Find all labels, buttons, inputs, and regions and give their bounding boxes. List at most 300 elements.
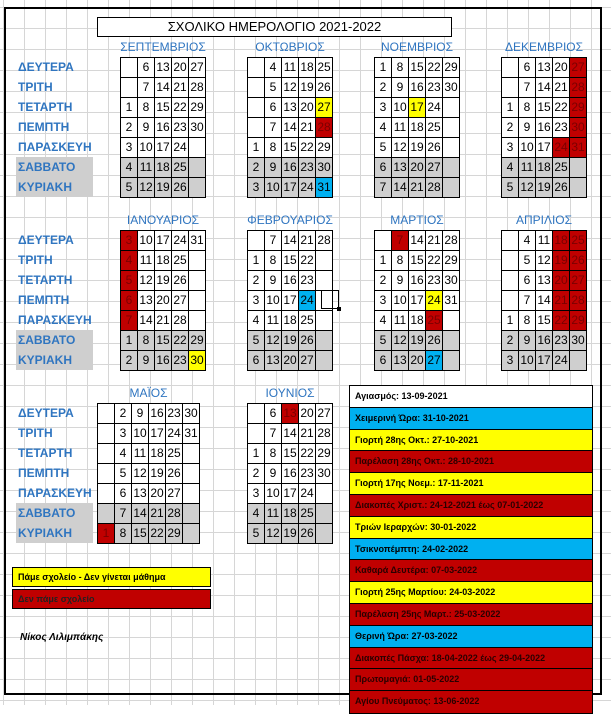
day-cell[interactable]: 15 — [282, 251, 299, 271]
day-cell[interactable] — [316, 331, 333, 351]
day-cell[interactable]: 28 — [316, 424, 333, 444]
day-cell[interactable]: 19 — [553, 251, 570, 271]
day-cell[interactable]: 6 — [375, 351, 392, 371]
day-cell[interactable]: 8 — [115, 524, 132, 544]
day-cell[interactable]: 27 — [189, 58, 206, 78]
day-cell[interactable]: 10 — [132, 424, 149, 444]
day-cell[interactable]: 15 — [282, 444, 299, 464]
day-cell[interactable]: 30 — [570, 118, 587, 138]
day-cell[interactable]: 28 — [189, 78, 206, 98]
day-cell[interactable]: 18 — [282, 504, 299, 524]
day-cell[interactable]: 27 — [166, 484, 183, 504]
day-cell[interactable]: 18 — [155, 158, 172, 178]
day-cell[interactable]: 10 — [519, 351, 536, 371]
day-cell[interactable]: 31 — [570, 138, 587, 158]
day-cell[interactable]: 17 — [282, 178, 299, 198]
day-cell[interactable]: 9 — [519, 331, 536, 351]
day-cell[interactable] — [570, 351, 587, 371]
day-cell[interactable]: 17 — [409, 291, 426, 311]
day-cell[interactable]: 20 — [553, 58, 570, 78]
day-cell[interactable] — [443, 98, 460, 118]
day-cell[interactable] — [570, 178, 587, 198]
day-cell[interactable]: 7 — [265, 231, 282, 251]
day-cell[interactable]: 8 — [392, 58, 409, 78]
day-cell[interactable]: 25 — [570, 231, 587, 251]
day-cell[interactable]: 28 — [570, 291, 587, 311]
day-cell[interactable] — [316, 524, 333, 544]
day-cell[interactable]: 16 — [282, 464, 299, 484]
day-cell[interactable]: 29 — [316, 138, 333, 158]
day-cell[interactable] — [248, 404, 265, 424]
day-cell[interactable]: 22 — [299, 138, 316, 158]
day-cell[interactable]: 2 — [502, 118, 519, 138]
day-cell[interactable]: 5 — [115, 464, 132, 484]
day-cell[interactable] — [443, 311, 460, 331]
day-cell[interactable]: 13 — [282, 98, 299, 118]
day-cell[interactable]: 1 — [121, 331, 138, 351]
day-cell[interactable]: 21 — [155, 311, 172, 331]
day-cell[interactable]: 10 — [138, 138, 155, 158]
day-cell[interactable]: 11 — [265, 504, 282, 524]
day-cell[interactable] — [443, 351, 460, 371]
day-cell[interactable] — [98, 444, 115, 464]
day-cell[interactable]: 29 — [189, 331, 206, 351]
day-cell[interactable]: 27 — [299, 351, 316, 371]
day-cell[interactable]: 9 — [138, 351, 155, 371]
day-cell[interactable]: 9 — [265, 464, 282, 484]
day-cell[interactable]: 21 — [426, 231, 443, 251]
day-cell[interactable]: 21 — [299, 231, 316, 251]
day-cell[interactable]: 26 — [316, 78, 333, 98]
day-cell[interactable]: 27 — [426, 351, 443, 371]
day-cell[interactable]: 5 — [248, 524, 265, 544]
day-cell[interactable]: 9 — [265, 158, 282, 178]
day-cell[interactable]: 10 — [138, 231, 155, 251]
day-cell[interactable]: 24 — [172, 231, 189, 251]
day-cell[interactable]: 6 — [248, 351, 265, 371]
day-cell[interactable] — [443, 178, 460, 198]
day-cell[interactable]: 26 — [299, 331, 316, 351]
day-cell[interactable]: 7 — [121, 311, 138, 331]
day-cell[interactable]: 23 — [426, 271, 443, 291]
day-cell[interactable]: 4 — [115, 444, 132, 464]
day-cell[interactable] — [443, 331, 460, 351]
day-cell[interactable]: 23 — [553, 118, 570, 138]
day-cell[interactable]: 17 — [155, 138, 172, 158]
day-cell[interactable]: 4 — [375, 118, 392, 138]
day-cell[interactable] — [121, 58, 138, 78]
day-cell[interactable]: 22 — [553, 98, 570, 118]
day-cell[interactable]: 6 — [265, 404, 282, 424]
day-cell[interactable]: 20 — [409, 158, 426, 178]
day-cell[interactable]: 7 — [519, 78, 536, 98]
day-cell[interactable]: 12 — [138, 271, 155, 291]
day-cell[interactable]: 14 — [155, 78, 172, 98]
day-cell[interactable]: 23 — [553, 331, 570, 351]
day-cell[interactable] — [502, 271, 519, 291]
day-cell[interactable] — [248, 118, 265, 138]
day-cell[interactable] — [570, 158, 587, 178]
day-cell[interactable] — [443, 138, 460, 158]
day-cell[interactable]: 1 — [248, 444, 265, 464]
day-cell[interactable]: 5 — [375, 138, 392, 158]
day-cell[interactable] — [98, 404, 115, 424]
day-cell[interactable]: 15 — [536, 98, 553, 118]
day-cell[interactable]: 27 — [172, 291, 189, 311]
day-cell[interactable]: 22 — [172, 331, 189, 351]
day-cell[interactable]: 22 — [172, 98, 189, 118]
day-cell[interactable]: 6 — [375, 158, 392, 178]
day-cell[interactable]: 10 — [265, 178, 282, 198]
day-cell[interactable]: 26 — [166, 464, 183, 484]
day-cell[interactable] — [183, 524, 200, 544]
day-cell[interactable]: 28 — [166, 504, 183, 524]
day-cell[interactable]: 3 — [121, 138, 138, 158]
day-cell[interactable]: 24 — [426, 291, 443, 311]
day-cell[interactable]: 21 — [172, 78, 189, 98]
day-cell[interactable]: 23 — [299, 464, 316, 484]
day-cell[interactable]: 29 — [443, 58, 460, 78]
day-cell[interactable]: 30 — [183, 404, 200, 424]
day-cell[interactable]: 22 — [299, 251, 316, 271]
day-cell[interactable] — [443, 118, 460, 138]
day-cell[interactable]: 23 — [172, 118, 189, 138]
day-cell[interactable]: 4 — [375, 311, 392, 331]
day-cell[interactable]: 3 — [375, 98, 392, 118]
day-cell[interactable]: 27 — [570, 271, 587, 291]
day-cell[interactable]: 3 — [248, 291, 265, 311]
day-cell[interactable]: 2 — [248, 158, 265, 178]
day-cell[interactable]: 3 — [121, 231, 138, 251]
day-cell[interactable]: 2 — [121, 118, 138, 138]
day-cell[interactable]: 17 — [155, 231, 172, 251]
day-cell[interactable]: 15 — [155, 331, 172, 351]
day-cell[interactable]: 19 — [282, 331, 299, 351]
day-cell[interactable] — [375, 231, 392, 251]
day-cell[interactable]: 16 — [409, 78, 426, 98]
day-cell[interactable]: 11 — [392, 118, 409, 138]
day-cell[interactable] — [183, 484, 200, 504]
day-cell[interactable]: 24 — [166, 424, 183, 444]
day-cell[interactable]: 23 — [299, 158, 316, 178]
day-cell[interactable]: 9 — [265, 271, 282, 291]
day-cell[interactable]: 15 — [155, 98, 172, 118]
day-cell[interactable]: 28 — [316, 118, 333, 138]
day-cell[interactable]: 31 — [316, 178, 333, 198]
day-cell[interactable] — [316, 311, 333, 331]
day-cell[interactable]: 26 — [426, 138, 443, 158]
day-cell[interactable]: 28 — [316, 231, 333, 251]
day-cell[interactable] — [98, 424, 115, 444]
day-cell[interactable] — [189, 138, 206, 158]
day-cell[interactable]: 11 — [132, 444, 149, 464]
day-cell[interactable]: 15 — [282, 138, 299, 158]
day-cell[interactable]: 8 — [265, 444, 282, 464]
day-cell[interactable]: 5 — [265, 78, 282, 98]
day-cell[interactable]: 8 — [265, 251, 282, 271]
day-cell[interactable]: 21 — [149, 504, 166, 524]
day-cell[interactable]: 22 — [299, 444, 316, 464]
day-cell[interactable]: 10 — [392, 98, 409, 118]
day-cell[interactable]: 7 — [265, 118, 282, 138]
day-cell[interactable]: 19 — [282, 524, 299, 544]
day-cell[interactable]: 25 — [316, 58, 333, 78]
day-cell[interactable]: 6 — [519, 271, 536, 291]
day-cell[interactable] — [248, 98, 265, 118]
day-cell[interactable]: 2 — [115, 404, 132, 424]
day-cell[interactable]: 4 — [248, 311, 265, 331]
day-cell[interactable]: 20 — [172, 58, 189, 78]
day-cell[interactable]: 12 — [265, 524, 282, 544]
day-cell[interactable]: 20 — [299, 404, 316, 424]
day-cell[interactable]: 7 — [138, 78, 155, 98]
day-cell[interactable]: 16 — [155, 351, 172, 371]
day-cell[interactable]: 1 — [375, 251, 392, 271]
day-cell[interactable]: 13 — [536, 58, 553, 78]
day-cell[interactable]: 12 — [132, 464, 149, 484]
day-cell[interactable]: 21 — [553, 291, 570, 311]
day-cell[interactable]: 3 — [502, 351, 519, 371]
day-cell[interactable]: 9 — [138, 118, 155, 138]
day-cell[interactable]: 2 — [375, 271, 392, 291]
day-cell[interactable]: 15 — [132, 524, 149, 544]
day-cell[interactable]: 19 — [409, 331, 426, 351]
day-cell[interactable] — [248, 231, 265, 251]
day-cell[interactable]: 21 — [299, 424, 316, 444]
day-cell[interactable] — [248, 58, 265, 78]
day-cell[interactable]: 23 — [166, 404, 183, 424]
day-cell[interactable]: 22 — [426, 58, 443, 78]
day-cell[interactable]: 16 — [409, 271, 426, 291]
day-cell[interactable]: 11 — [265, 311, 282, 331]
day-cell[interactable]: 1 — [502, 311, 519, 331]
day-cell[interactable]: 20 — [155, 291, 172, 311]
day-cell[interactable]: 6 — [519, 58, 536, 78]
day-cell[interactable]: 20 — [149, 484, 166, 504]
day-cell[interactable]: 3 — [248, 178, 265, 198]
day-cell[interactable] — [316, 251, 333, 271]
day-cell[interactable]: 28 — [570, 78, 587, 98]
day-cell[interactable]: 1 — [98, 524, 115, 544]
day-cell[interactable]: 12 — [138, 178, 155, 198]
day-cell[interactable]: 17 — [536, 351, 553, 371]
day-cell[interactable]: 5 — [519, 251, 536, 271]
day-cell[interactable]: 29 — [443, 251, 460, 271]
day-cell[interactable]: 11 — [138, 251, 155, 271]
day-cell[interactable]: 21 — [409, 178, 426, 198]
day-cell[interactable]: 9 — [519, 118, 536, 138]
day-cell[interactable]: 26 — [553, 178, 570, 198]
day-cell[interactable] — [183, 504, 200, 524]
day-cell[interactable]: 11 — [519, 158, 536, 178]
day-cell[interactable]: 30 — [316, 464, 333, 484]
day-cell[interactable]: 30 — [189, 118, 206, 138]
day-cell[interactable]: 15 — [409, 251, 426, 271]
selected-cell[interactable] — [321, 290, 339, 309]
day-cell[interactable] — [502, 78, 519, 98]
day-cell[interactable]: 14 — [282, 424, 299, 444]
day-cell[interactable]: 21 — [553, 78, 570, 98]
day-cell[interactable]: 18 — [409, 311, 426, 331]
day-cell[interactable]: 8 — [519, 311, 536, 331]
day-cell[interactable]: 15 — [536, 311, 553, 331]
day-cell[interactable]: 17 — [536, 138, 553, 158]
day-cell[interactable]: 4 — [502, 158, 519, 178]
day-cell[interactable]: 6 — [115, 484, 132, 504]
day-cell[interactable]: 20 — [553, 271, 570, 291]
day-cell[interactable] — [316, 351, 333, 371]
day-cell[interactable] — [98, 484, 115, 504]
day-cell[interactable]: 6 — [265, 98, 282, 118]
day-cell[interactable]: 25 — [172, 158, 189, 178]
day-cell[interactable] — [502, 58, 519, 78]
day-cell[interactable]: 4 — [519, 231, 536, 251]
day-cell[interactable]: 28 — [426, 178, 443, 198]
day-cell[interactable]: 29 — [570, 98, 587, 118]
day-cell[interactable] — [121, 78, 138, 98]
day-cell[interactable]: 16 — [282, 158, 299, 178]
day-cell[interactable]: 25 — [299, 504, 316, 524]
day-cell[interactable]: 8 — [392, 251, 409, 271]
day-cell[interactable]: 1 — [502, 98, 519, 118]
day-cell[interactable] — [183, 444, 200, 464]
day-cell[interactable]: 12 — [519, 178, 536, 198]
day-cell[interactable] — [98, 464, 115, 484]
day-cell[interactable] — [502, 251, 519, 271]
day-cell[interactable]: 26 — [570, 251, 587, 271]
day-cell[interactable]: 16 — [536, 118, 553, 138]
day-cell[interactable]: 27 — [316, 404, 333, 424]
day-cell[interactable]: 14 — [392, 178, 409, 198]
day-cell[interactable] — [189, 311, 206, 331]
day-cell[interactable] — [502, 291, 519, 311]
day-cell[interactable]: 19 — [299, 78, 316, 98]
day-cell[interactable]: 2 — [248, 464, 265, 484]
day-cell[interactable]: 13 — [265, 351, 282, 371]
day-cell[interactable] — [316, 484, 333, 504]
day-cell[interactable]: 23 — [299, 271, 316, 291]
day-cell[interactable] — [248, 424, 265, 444]
day-cell[interactable] — [189, 271, 206, 291]
day-cell[interactable]: 24 — [553, 138, 570, 158]
day-cell[interactable]: 18 — [553, 231, 570, 251]
day-cell[interactable]: 30 — [443, 271, 460, 291]
day-cell[interactable]: 9 — [392, 78, 409, 98]
day-cell[interactable]: 31 — [183, 424, 200, 444]
day-cell[interactable]: 4 — [121, 251, 138, 271]
day-cell[interactable]: 31 — [443, 291, 460, 311]
day-cell[interactable]: 14 — [409, 231, 426, 251]
day-cell[interactable]: 7 — [265, 424, 282, 444]
day-cell[interactable]: 16 — [155, 118, 172, 138]
day-cell[interactable]: 6 — [138, 58, 155, 78]
day-cell[interactable]: 3 — [375, 291, 392, 311]
day-cell[interactable]: 28 — [172, 311, 189, 331]
day-cell[interactable]: 29 — [189, 98, 206, 118]
day-cell[interactable]: 22 — [553, 311, 570, 331]
day-cell[interactable]: 19 — [149, 464, 166, 484]
day-cell[interactable]: 3 — [115, 424, 132, 444]
day-cell[interactable]: 1 — [248, 138, 265, 158]
day-cell[interactable]: 15 — [409, 58, 426, 78]
day-cell[interactable]: 26 — [172, 178, 189, 198]
day-cell[interactable]: 18 — [149, 444, 166, 464]
day-cell[interactable]: 30 — [443, 78, 460, 98]
day-cell[interactable]: 30 — [570, 331, 587, 351]
day-cell[interactable]: 5 — [121, 178, 138, 198]
day-cell[interactable]: 23 — [172, 351, 189, 371]
day-cell[interactable]: 3 — [248, 484, 265, 504]
day-cell[interactable]: 13 — [536, 271, 553, 291]
day-cell[interactable]: 14 — [138, 311, 155, 331]
day-cell[interactable]: 20 — [299, 98, 316, 118]
day-cell[interactable]: 13 — [392, 158, 409, 178]
day-cell[interactable]: 10 — [265, 291, 282, 311]
day-cell[interactable]: 13 — [392, 351, 409, 371]
day-cell[interactable]: 24 — [553, 351, 570, 371]
day-cell[interactable]: 6 — [121, 291, 138, 311]
day-cell[interactable]: 14 — [536, 291, 553, 311]
day-cell[interactable]: 27 — [316, 98, 333, 118]
day-cell[interactable]: 24 — [299, 484, 316, 504]
day-cell[interactable]: 8 — [265, 138, 282, 158]
day-cell[interactable]: 14 — [132, 504, 149, 524]
day-cell[interactable]: 13 — [155, 58, 172, 78]
day-cell[interactable]: 8 — [138, 331, 155, 351]
day-cell[interactable]: 20 — [282, 351, 299, 371]
day-cell[interactable]: 24 — [299, 178, 316, 198]
day-cell[interactable]: 19 — [155, 271, 172, 291]
day-cell[interactable]: 7 — [115, 504, 132, 524]
day-cell[interactable]: 18 — [155, 251, 172, 271]
day-cell[interactable] — [98, 504, 115, 524]
day-cell[interactable]: 12 — [282, 78, 299, 98]
day-cell[interactable]: 26 — [172, 271, 189, 291]
day-cell[interactable]: 14 — [282, 118, 299, 138]
day-cell[interactable]: 18 — [299, 58, 316, 78]
day-cell[interactable]: 13 — [132, 484, 149, 504]
day-cell[interactable]: 10 — [392, 291, 409, 311]
day-cell[interactable]: 11 — [282, 58, 299, 78]
day-cell[interactable] — [189, 178, 206, 198]
day-cell[interactable]: 12 — [392, 331, 409, 351]
day-cell[interactable]: 22 — [426, 251, 443, 271]
day-cell[interactable]: 18 — [409, 118, 426, 138]
day-cell[interactable]: 25 — [553, 158, 570, 178]
day-cell[interactable]: 5 — [375, 331, 392, 351]
day-cell[interactable]: 14 — [282, 231, 299, 251]
day-cell[interactable]: 4 — [248, 504, 265, 524]
day-cell[interactable]: 17 — [282, 484, 299, 504]
day-cell[interactable]: 4 — [265, 58, 282, 78]
day-cell[interactable]: 29 — [316, 444, 333, 464]
day-cell[interactable]: 31 — [189, 231, 206, 251]
day-cell[interactable]: 30 — [316, 158, 333, 178]
day-cell[interactable] — [189, 291, 206, 311]
day-cell[interactable] — [316, 271, 333, 291]
day-cell[interactable]: 24 — [172, 138, 189, 158]
day-cell[interactable]: 28 — [443, 231, 460, 251]
day-cell[interactable]: 2 — [375, 78, 392, 98]
day-cell[interactable]: 11 — [536, 231, 553, 251]
day-cell[interactable]: 25 — [172, 251, 189, 271]
day-cell[interactable]: 5 — [502, 178, 519, 198]
day-cell[interactable]: 2 — [502, 331, 519, 351]
day-cell[interactable]: 22 — [149, 524, 166, 544]
day-cell[interactable]: 17 — [149, 424, 166, 444]
day-cell[interactable]: 20 — [409, 351, 426, 371]
day-cell[interactable]: 12 — [536, 251, 553, 271]
